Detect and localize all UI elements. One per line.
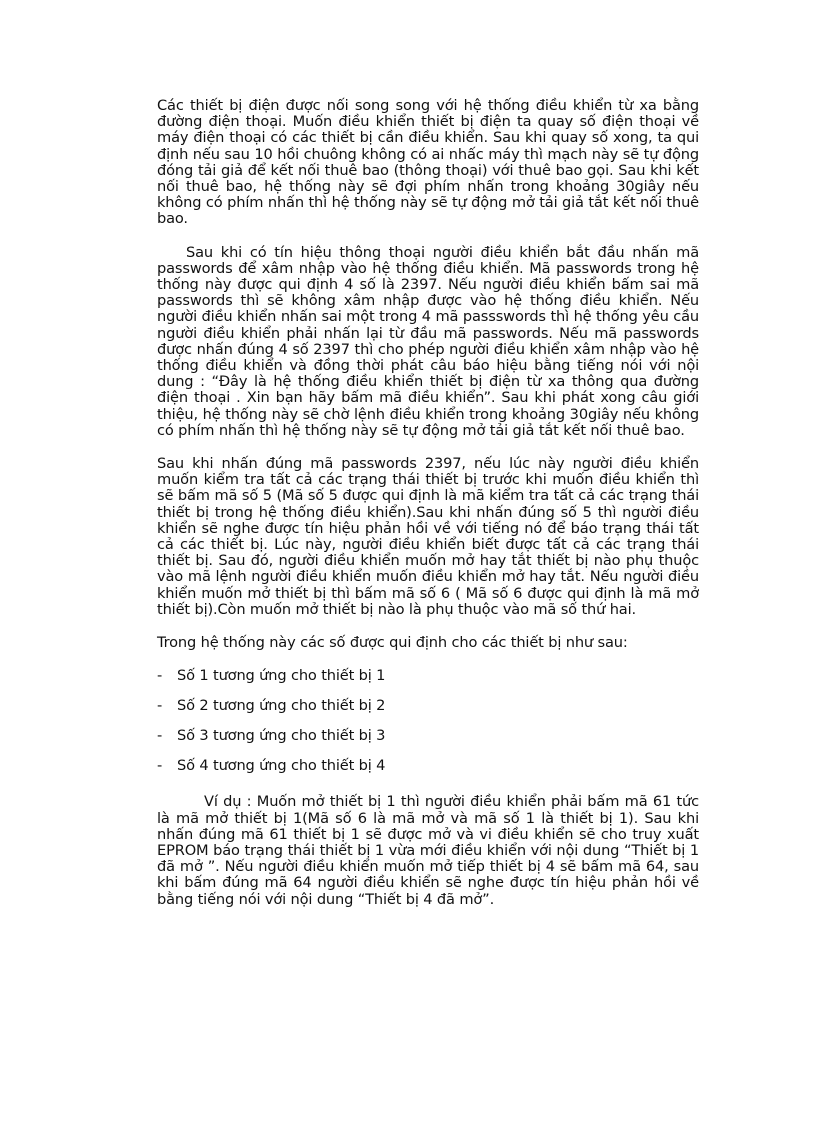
bullet-dash: - bbox=[157, 757, 163, 775]
list-item-text: Số 4 tương ứng cho thiết bị 4 bbox=[177, 757, 386, 775]
list-item-text: Số 3 tương ứng cho thiết bị 3 bbox=[177, 727, 386, 745]
paragraph-device-codes-intro: Trong hệ thống này các số được qui định cho các thiết bị như sau: bbox=[157, 634, 628, 652]
bullet-dash: - bbox=[157, 697, 163, 715]
device-code-list bbox=[157, 668, 699, 774]
list-item bbox=[157, 698, 699, 714]
paragraph-example: Ví dụ : Muốn mở thiết bị 1 thì người điều khiển phải bấm mã 61 tức là mã mở thiết bị 1(Mã số 6 là mã mở và mã số 1 là thiết bị 1). Sau khi nhấn đúng mã 61 thiết bị 1 sẽ được mở và vi điều khiển sẽ cho truy xuất EPROM báo trạng thái thiết bị 1 vừa mới điều khiển với nội dung “Thiết bị 1 đã mở ”. Nếu người điều khiển muốn mở tiếp thiết bị 4 sẽ bấm mã 64, sau khi bấm đúng mã 64 người điều khiển sẽ nghe được tín hiệu phản hồi về bằng tiếng nói với nội dung “Thiết bị 4 đã mở”. bbox=[157, 793, 699, 908]
paragraph-status-check: Sau khi nhấn đúng mã passwords 2397, nếu lúc này người điều khiển muốn kiểm tra tất cả các trạng thái thiết bị trước khi muốn điều khiển thì sẽ bấm mã số 5 (Mã số 5 được qui định là mã kiểm tra tất cả các trạng thái thiết bị trong hệ thống điều khiển).Sau khi nhấn đúng số 5 thì người điều khiển sẽ nghe được tín hiệu phản hồi về với tiếng nó để báo trạng thái tất cả các thiết bị. Lúc này, người điều khiển biết được tất cả các trạng thái thiết bị. Sau đó, người điều khiển muốn mở hay tắt thiết bị nào phụ thuộc vào mã lệnh người điều khiển muốn điều khiển mở hay tắt. Nếu người điều khiển muốn mở thiết bị thì bấm mã số 6 ( Mã số 6 được qui định là mã mở thiết bị).Còn muốn mở thiết bị nào là phụ thuộc vào mã số thứ hai. bbox=[157, 455, 699, 618]
list-item-text: Số 1 tương ứng cho thiết bị 1 bbox=[177, 667, 386, 685]
list-item bbox=[157, 668, 699, 684]
list-item bbox=[157, 758, 699, 774]
bullet-dash: - bbox=[157, 667, 163, 685]
bullet-dash: - bbox=[157, 727, 163, 745]
list-item-text: Số 2 tương ứng cho thiết bị 2 bbox=[177, 697, 386, 715]
paragraph-intro: Các thiết bị điện được nối song song với hệ thống điều khiển từ xa bằng đường điện thoại. Muốn điều khiển thiết bị điện ta quay số điện thoại về máy điện thoại có các thiết bị cần điều khiển. Sau khi quay số xong, ta qui định nếu sau 10 hồi chuông không có ai nhấc máy thì mạch này sẽ tự động đóng tải giả để kết nối thuê bao (thông thoại) với thuê bao gọi. Sau khi kết nối thuê bao, hệ thống này sẽ đợi phím nhấn trong khoảng 30giây nếu không có phím nhấn thì hệ thống này sẽ tự động mở tải giả tắt kết nối thuê bao. bbox=[157, 97, 699, 228]
document-page bbox=[157, 98, 699, 925]
list-item bbox=[157, 728, 699, 744]
paragraph-passwords: Sau khi có tín hiệu thông thoại người điều khiển bắt đầu nhấn mã passwords để xâm nhập vào hệ thống điều khiển. Mã passwords trong hệ thống này được qui định 4 số là 2397. Nếu người điều khiển bấm sai mã passwords thì sẽ không xâm nhập được vào hệ thống điều khiển. Nếu người điều khiển nhấn sai một trong 4 mã passswords thì hệ thống yêu cầu người điều khiển phải nhấn lại từ đầu mã passwords. Nếu mã passwords được nhấn đúng 4 số 2397 thì cho phép người điều khiển xâm nhập vào hệ thống điều khiển và đồng thời phát câu báo hiệu bằng tiếng nói với nội dung : “Đây là hệ thống điều khiển thiết bị điện từ xa thông qua đường điện thoại . Xin bạn hãy bấm mã điều khiển”. Sau khi phát xong câu giới thiệu, hệ thống này sẽ chờ lệnh điều khiển trong khoảng 30giây nếu không có phím nhấn thì hệ thống này sẽ tự động mở tải giả tắt kết nối thuê bao. bbox=[157, 243, 699, 439]
